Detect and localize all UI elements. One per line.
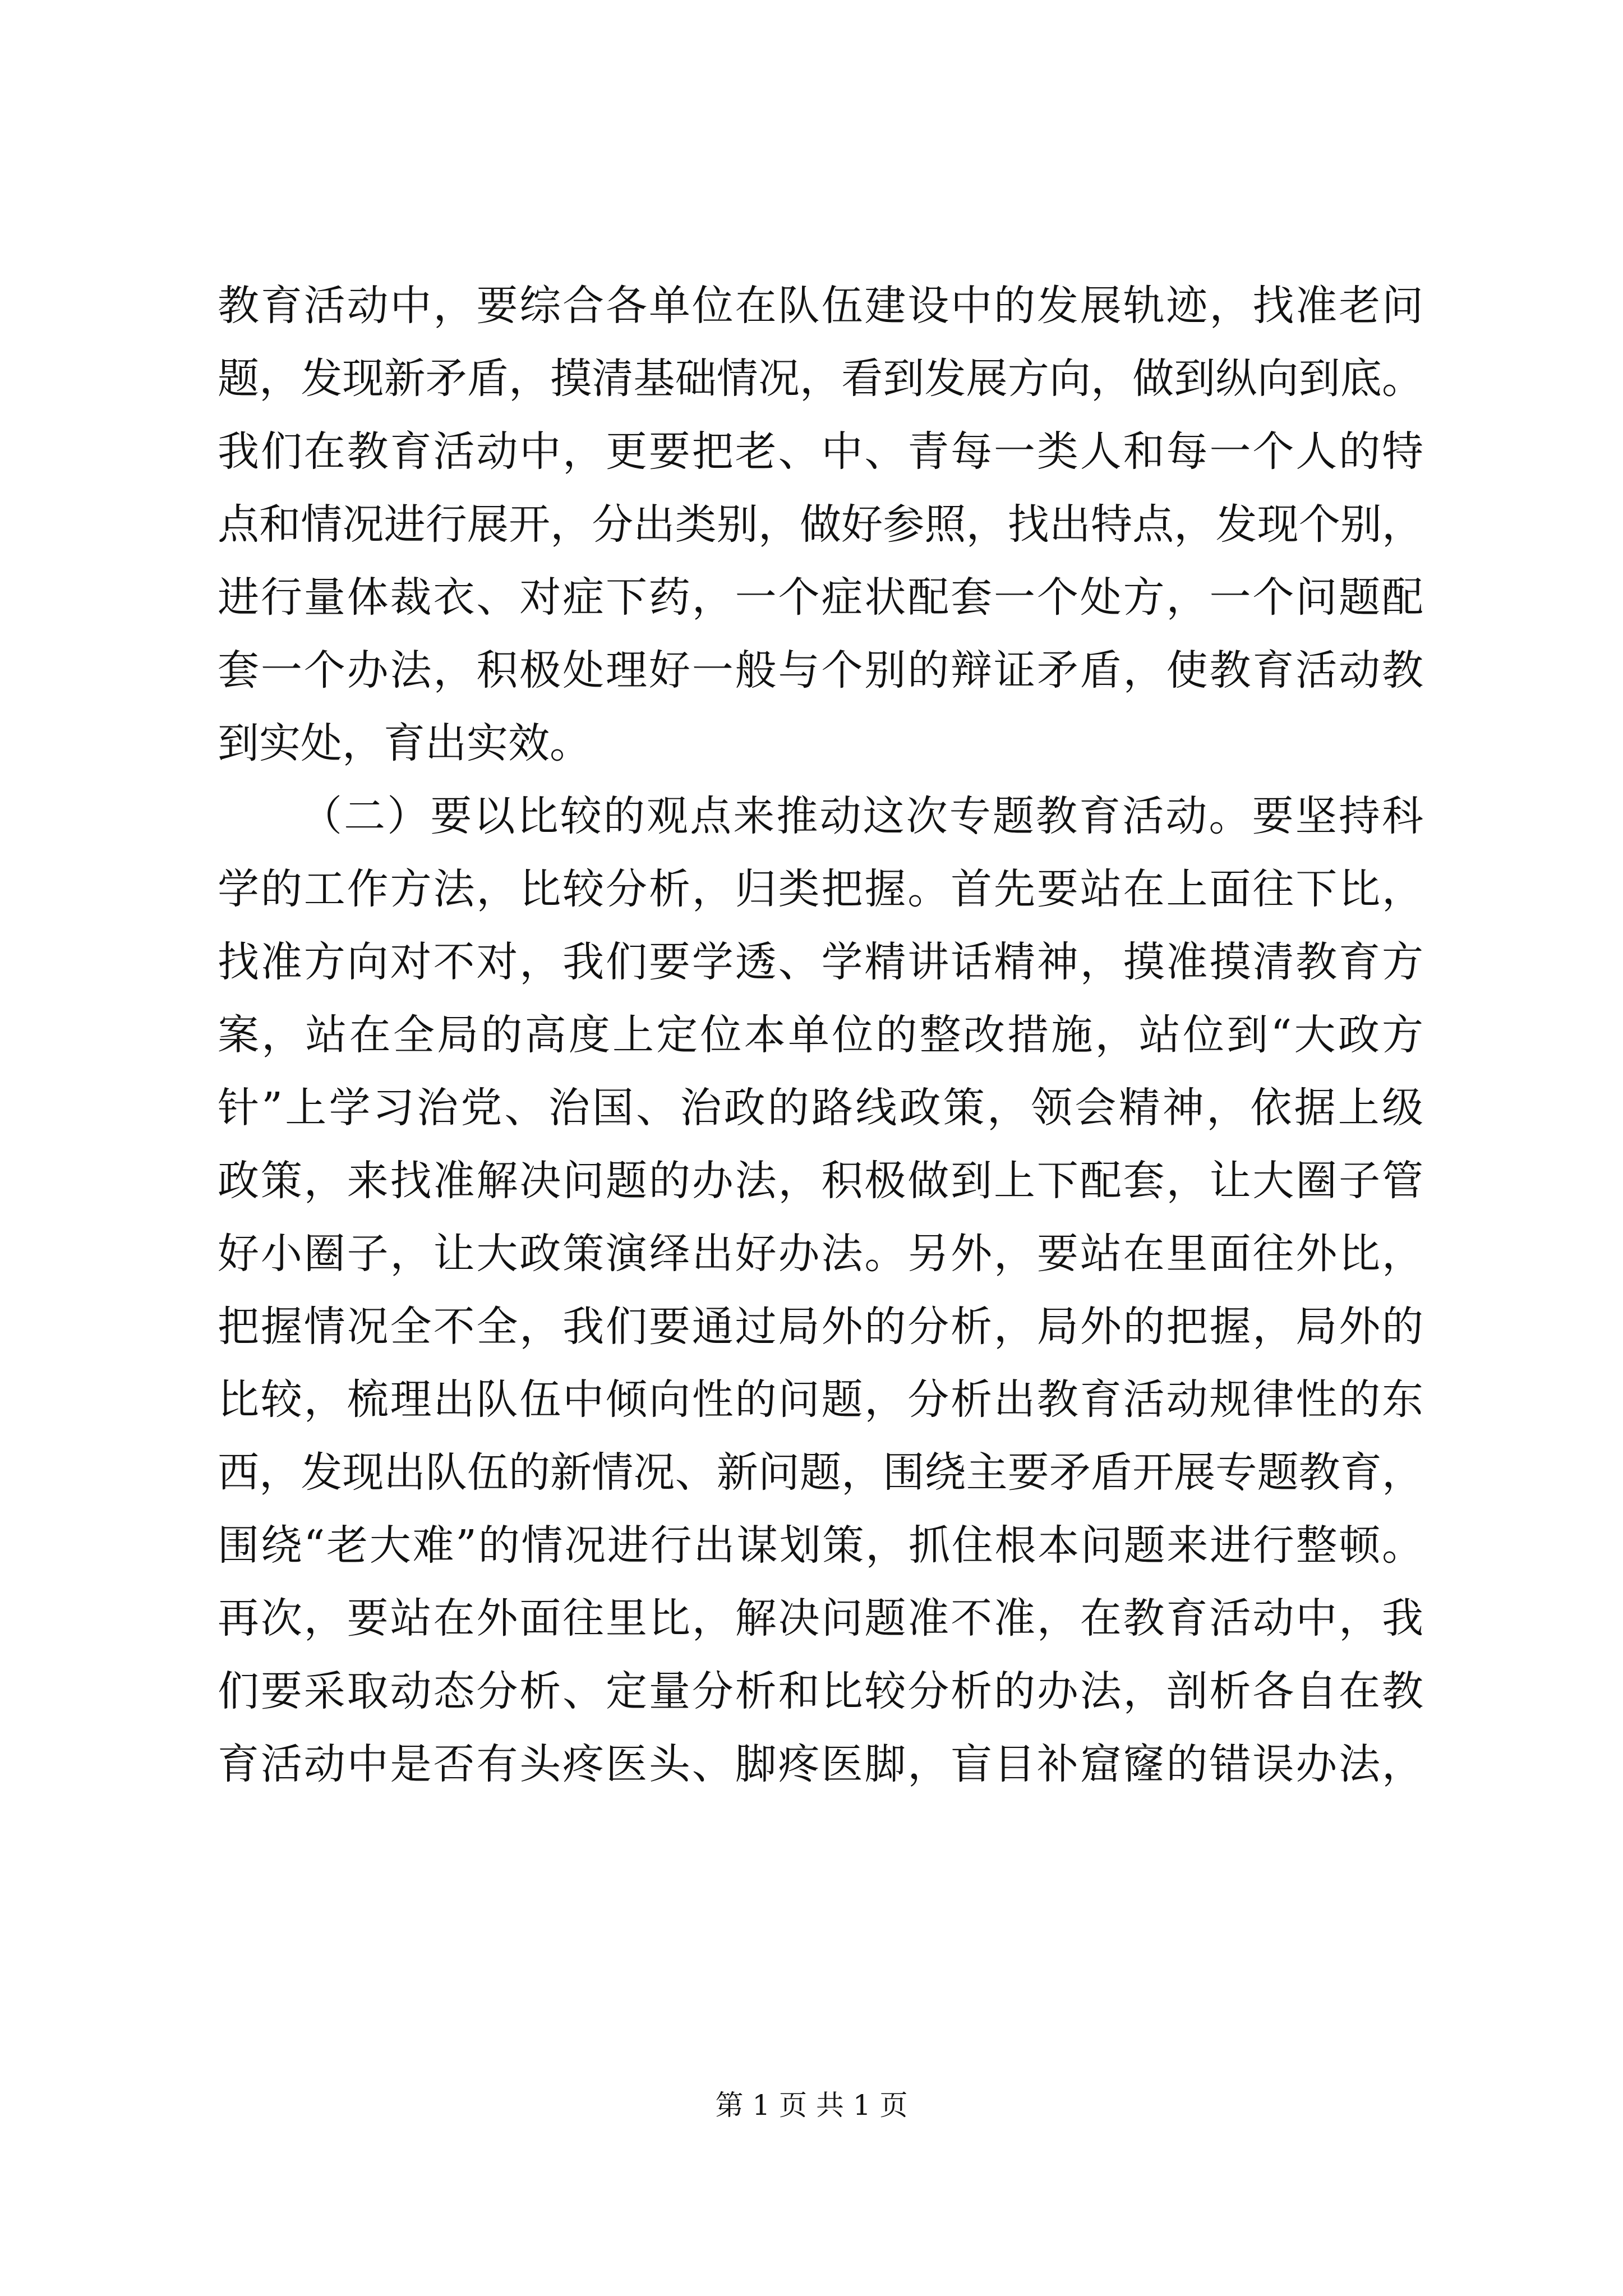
text-line: 套一个办法，积极处理好一般与个别的辩证矛盾，使教育活动教: [218, 646, 1423, 694]
text-line: 学的工作方法，比较分析，归类把握。首先要站在上面往下比，: [218, 865, 1423, 913]
text-line: 围绕“老大难”的情况进行出谋划策，抓住根本问题来进行整顿。: [218, 1521, 1423, 1570]
text-line: 到实处，育出实效。: [218, 719, 591, 767]
paragraph-start-line: （二）要以比较的观点来推动这次专题教育活动。要坚持科: [301, 792, 1423, 840]
text-line: 政策，来找准解决问题的办法，积极做到上下配套，让大圈子管: [218, 1157, 1423, 1205]
text-line: 点和情况进行展开，分出类别，做好参照，找出特点，发现个别，: [218, 500, 1423, 549]
page-number-footer: 第 1 页 共 1 页: [715, 2089, 908, 2122]
text-line: 西，发现出队伍的新情况、新问题，围绕主要矛盾开展专题教育，: [218, 1448, 1423, 1497]
text-line: 案，站在全局的高度上定位本单位的整改措施，站位到“大政方: [218, 1011, 1423, 1059]
text-line: 找准方向对不对，我们要学透、学精讲话精神，摸准摸清教育方: [218, 938, 1423, 986]
text-line: 们要采取动态分析、定量分析和比较分析的办法，剖析各自在教: [218, 1667, 1423, 1715]
text-line: 比较，梳理出队伍中倾向性的问题，分析出教育活动规律性的东: [218, 1375, 1423, 1424]
text-line: 题，发现新矛盾，摸清基础情况，看到发展方向，做到纵向到底。: [218, 355, 1423, 403]
text-line: 教育活动中，要综合各单位在队伍建设中的发展轨迹，找准老问: [218, 282, 1423, 330]
text-line: 再次，要站在外面往里比，解决问题准不准，在教育活动中，我: [218, 1594, 1423, 1642]
text-line: 进行量体裁衣、对症下药，一个症状配套一个处方，一个问题配: [218, 573, 1423, 622]
text-line: 我们在教育活动中，更要把老、中、青每一类人和每一个人的特: [218, 427, 1423, 476]
text-line: 针”上学习治党、治国、治政的路线政策，领会精神，依据上级: [218, 1084, 1423, 1132]
text-line: 好小圈子，让大政策演绎出好办法。另外，要站在里面往外比，: [218, 1230, 1423, 1278]
document-body: [218, 269, 1423, 1801]
text-line: 育活动中是否有头疼医头、脚疼医脚，盲目补窟窿的错误办法，: [218, 1740, 1423, 1788]
text-line: 把握情况全不全，我们要通过局外的分析，局外的把握，局外的: [218, 1303, 1423, 1351]
